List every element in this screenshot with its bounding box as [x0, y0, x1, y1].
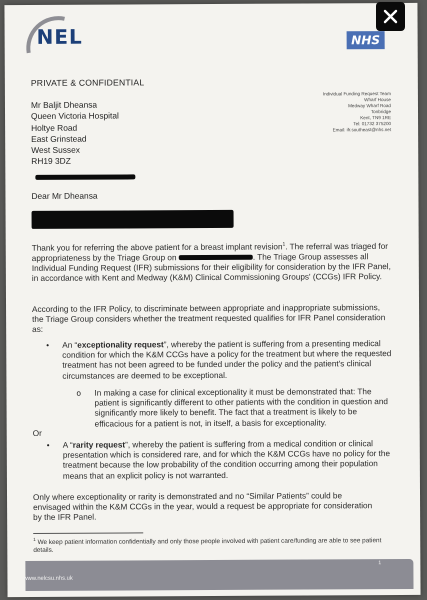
address-line: RH19 3DZ — [31, 156, 71, 167]
sender-line: Medway Wharf Road — [348, 103, 391, 109]
term-exceptionality-request: exceptionality request — [77, 340, 164, 350]
sender-address — [283, 91, 391, 134]
sender-line: Individual Funding Request Team — [322, 91, 391, 97]
address-line: Queen Victoria Hospital — [31, 110, 119, 122]
nel-logo — [18, 13, 98, 57]
redaction-date — [179, 255, 253, 260]
footer-band — [25, 559, 413, 591]
paragraph-rarity — [63, 439, 393, 482]
greeting: Dear Mr Dheansa — [31, 190, 98, 201]
footnote-ref: 1 — [282, 241, 286, 248]
paragraph-text: . The Triage Group assesses all Individual Funding Request (IFR) submissions for their eligibility for consideration by the IFR Panel, in accordance with Kent and Medway (K&M) Clinical Commissioning Groups' (CCGs) IFR Policy. — [31, 252, 391, 284]
sender-line: Tonbridge — [370, 109, 392, 115]
footnote-marker: 1 — [33, 536, 36, 542]
nel-logo-text: NEL — [36, 24, 83, 49]
paragraph-policy: According to the IFR Policy, to discriminate between appropriate and inappropriate submissions, the Triage Group considers whether the treatment requested qualifies for IFR Panel consideration as: — [32, 303, 386, 335]
paragraph-text: ”, whereby the patient is suffering from a medical condition or clinical presentation which is considered rare, and for which the K&M CCGs have no policy for the treatment because the low probability of the condition occurring among their population means that an explicit policy is not warranted. — [62, 439, 391, 481]
sender-line: Wharf House — [364, 97, 391, 103]
letter-page — [4, 3, 420, 597]
paragraph-text: ”, whereby the patient is suffering from a presenting medical condition for which the K&M CCGs have a policy for the treatment but where the requested treatment has not been agreed to be funded under the policy and the patient's clinical circumstances are deemed to be exceptional. — [62, 339, 392, 381]
term-rarity-request: rarity request — [72, 440, 126, 450]
paragraph-conclusion: Only where exceptionality or rarity is demonstrated and no “Similar Patients” could be envisaged within the K&M CCGs in the year, would a request be appropriate for consideration by the IFR Panel. — [33, 491, 373, 523]
sender-line: Kent, TN9 1RE — [360, 115, 392, 121]
nhs-logo: NHS — [347, 31, 385, 49]
bullet-dot: • — [46, 440, 50, 450]
footer-url[interactable]: www.nelcsu.nhs.uk — [23, 575, 73, 582]
or-separator: Or — [32, 428, 42, 438]
address-line: West Sussex — [31, 144, 80, 156]
paragraph-intro — [32, 239, 392, 284]
close-icon — [376, 2, 405, 31]
footnote-text: We keep patient information confidentially and only those people involved with patient care/funding are able to see patient details. — [33, 537, 382, 555]
paragraph-text: A “ — [62, 440, 73, 450]
footnote — [33, 534, 393, 555]
paragraph-text: An “ — [62, 340, 78, 350]
paragraph-exceptionality — [62, 339, 392, 382]
address-line: East Grinstead — [31, 133, 87, 144]
address-line: Holtye Road — [31, 122, 78, 133]
bullet-dot: • — [46, 340, 50, 350]
address-line: Mr Baljit Dheansa — [30, 99, 98, 110]
confidential-label: PRIVATE & CONFIDENTIAL — [30, 77, 145, 88]
close-button[interactable] — [376, 2, 405, 31]
footnote-divider — [33, 532, 143, 533]
paragraph-text: . The referral was triaged for appropriateness by the Triage Group on — [31, 241, 388, 263]
bullet-circle: o — [76, 388, 81, 398]
paragraph-exceptionality-case: In making a case for clinical exceptionality it must be demonstrated that: The patient is significantly different to other patients with the condition in question and significantly more likely to benefit. The fact that a treatment is likely to be efficacious for a patient is not, in itself, a basis for exceptionality. — [94, 387, 388, 429]
sender-line: Email: ifr.southeast@nhs.net — [332, 127, 392, 133]
paragraph-text: Thank you for referring the above patient for a breast implant revision — [31, 242, 283, 253]
sender-line: Tel: 01732 375200 — [353, 121, 392, 127]
redaction-subject — [32, 210, 234, 229]
recipient-address — [31, 99, 119, 167]
page-number: 1 — [378, 560, 382, 567]
redaction-reference — [35, 174, 135, 180]
